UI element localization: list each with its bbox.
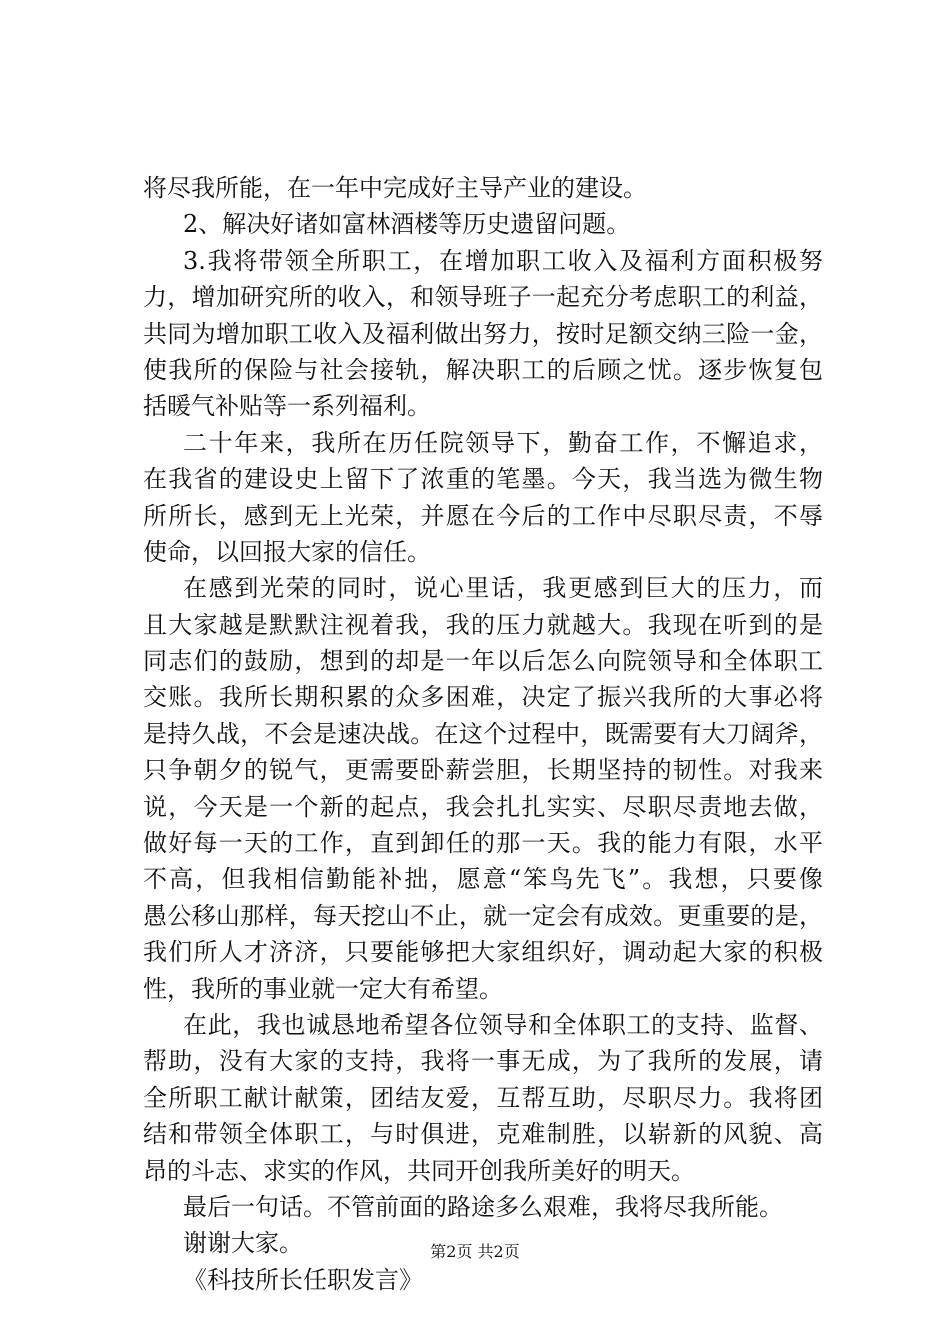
text-line: 所所长，感到无上光荣，并愿在今后的工作中尽职尽责，不辱	[143, 501, 823, 530]
text-line: 使我所的保险与社会接轨，解决职工的后顾之忧。逐步恢复包	[143, 355, 823, 384]
text-line: 我们所人才济济，只要能够把大家组织好，调动起大家的积极	[143, 938, 823, 967]
text-line: 只争朝夕的锐气，更需要卧薪尝胆，长期坚持的韧性。对我来	[143, 756, 823, 785]
text-line: 昂的斗志、求实的作风，共同开创我所美好的明天。	[143, 1156, 695, 1185]
text-line: 全所职工献计献策，团结友爱，互帮互助，尽职尽力。我将团	[143, 1083, 823, 1112]
text-line: 做好每一天的工作，直到卸任的那一天。我的能力有限，水平	[143, 829, 823, 858]
text-line: 3.我将带领全所职工，在增加职工收入及福利方面积极努	[183, 246, 823, 275]
text-line: 愚公移山那样，每天挖山不止，就一定会有成效。更重要的是，	[143, 901, 823, 930]
text-line: 共同为增加职工收入及福利做出努力，按时足额交纳三险一金，	[143, 319, 823, 348]
text-line: 谢谢大家。	[183, 1229, 303, 1258]
text-line: 力，增加研究所的收入，和领导班子一起充分考虑职工的利益，	[143, 283, 823, 312]
text-line: 二十年来，我所在历任院领导下，勤奋工作，不懈追求，	[183, 428, 823, 457]
text-line: 性，我所的事业就一定大有希望。	[143, 974, 503, 1003]
document-title-line: 《科技所长任职发言》	[183, 1265, 423, 1294]
text-line: 不高，但我相信勤能补拙，愿意“笨鸟先飞”。我想，只要像	[143, 865, 823, 894]
text-line: 将尽我所能，在一年中完成好主导产业的建设。	[143, 174, 647, 202]
text-line: 2、解决好诸如富林酒楼等历史遗留问题。	[183, 210, 631, 239]
text-line: 在此，我也诚恳地希望各位领导和全体职工的支持、监督、	[183, 1010, 823, 1039]
text-line: 交账。我所长期积累的众多困难，决定了振兴我所的大事必将	[143, 683, 823, 712]
text-line: 帮助，没有大家的支持，我将一事无成，为了我所的发展，请	[143, 1047, 823, 1076]
text-line: 且大家越是默默注视着我，我的压力就越大。我现在听到的是	[143, 610, 823, 639]
text-line: 在感到光荣的同时，说心里话，我更感到巨大的压力，而	[183, 574, 823, 603]
text-line: 结和带领全体职工，与时俱进，克难制胜，以崭新的风貌、高	[143, 1120, 823, 1149]
text-line: 同志们的鼓励，想到的却是一年以后怎么向院领导和全体职工	[143, 647, 823, 676]
text-line: 是持久战，不会是速决战。在这个过程中，既需要有大刀阔斧，	[143, 719, 823, 748]
page-number-footer: 第2页 共2页	[430, 1242, 520, 1261]
text-line: 括暖气补贴等一系列福利。	[143, 392, 431, 421]
text-line: 在我省的建设史上留下了浓重的笔墨。今天，我当选为微生物	[143, 465, 823, 494]
text-line: 使命，以回报大家的信任。	[143, 537, 431, 566]
document-body	[143, 170, 823, 1298]
text-line: 说，今天是一个新的起点，我会扎扎实实、尽职尽责地去做，	[143, 792, 823, 821]
text-line: 最后一句话。不管前面的路途多么艰难，我将尽我所能。	[183, 1192, 783, 1221]
